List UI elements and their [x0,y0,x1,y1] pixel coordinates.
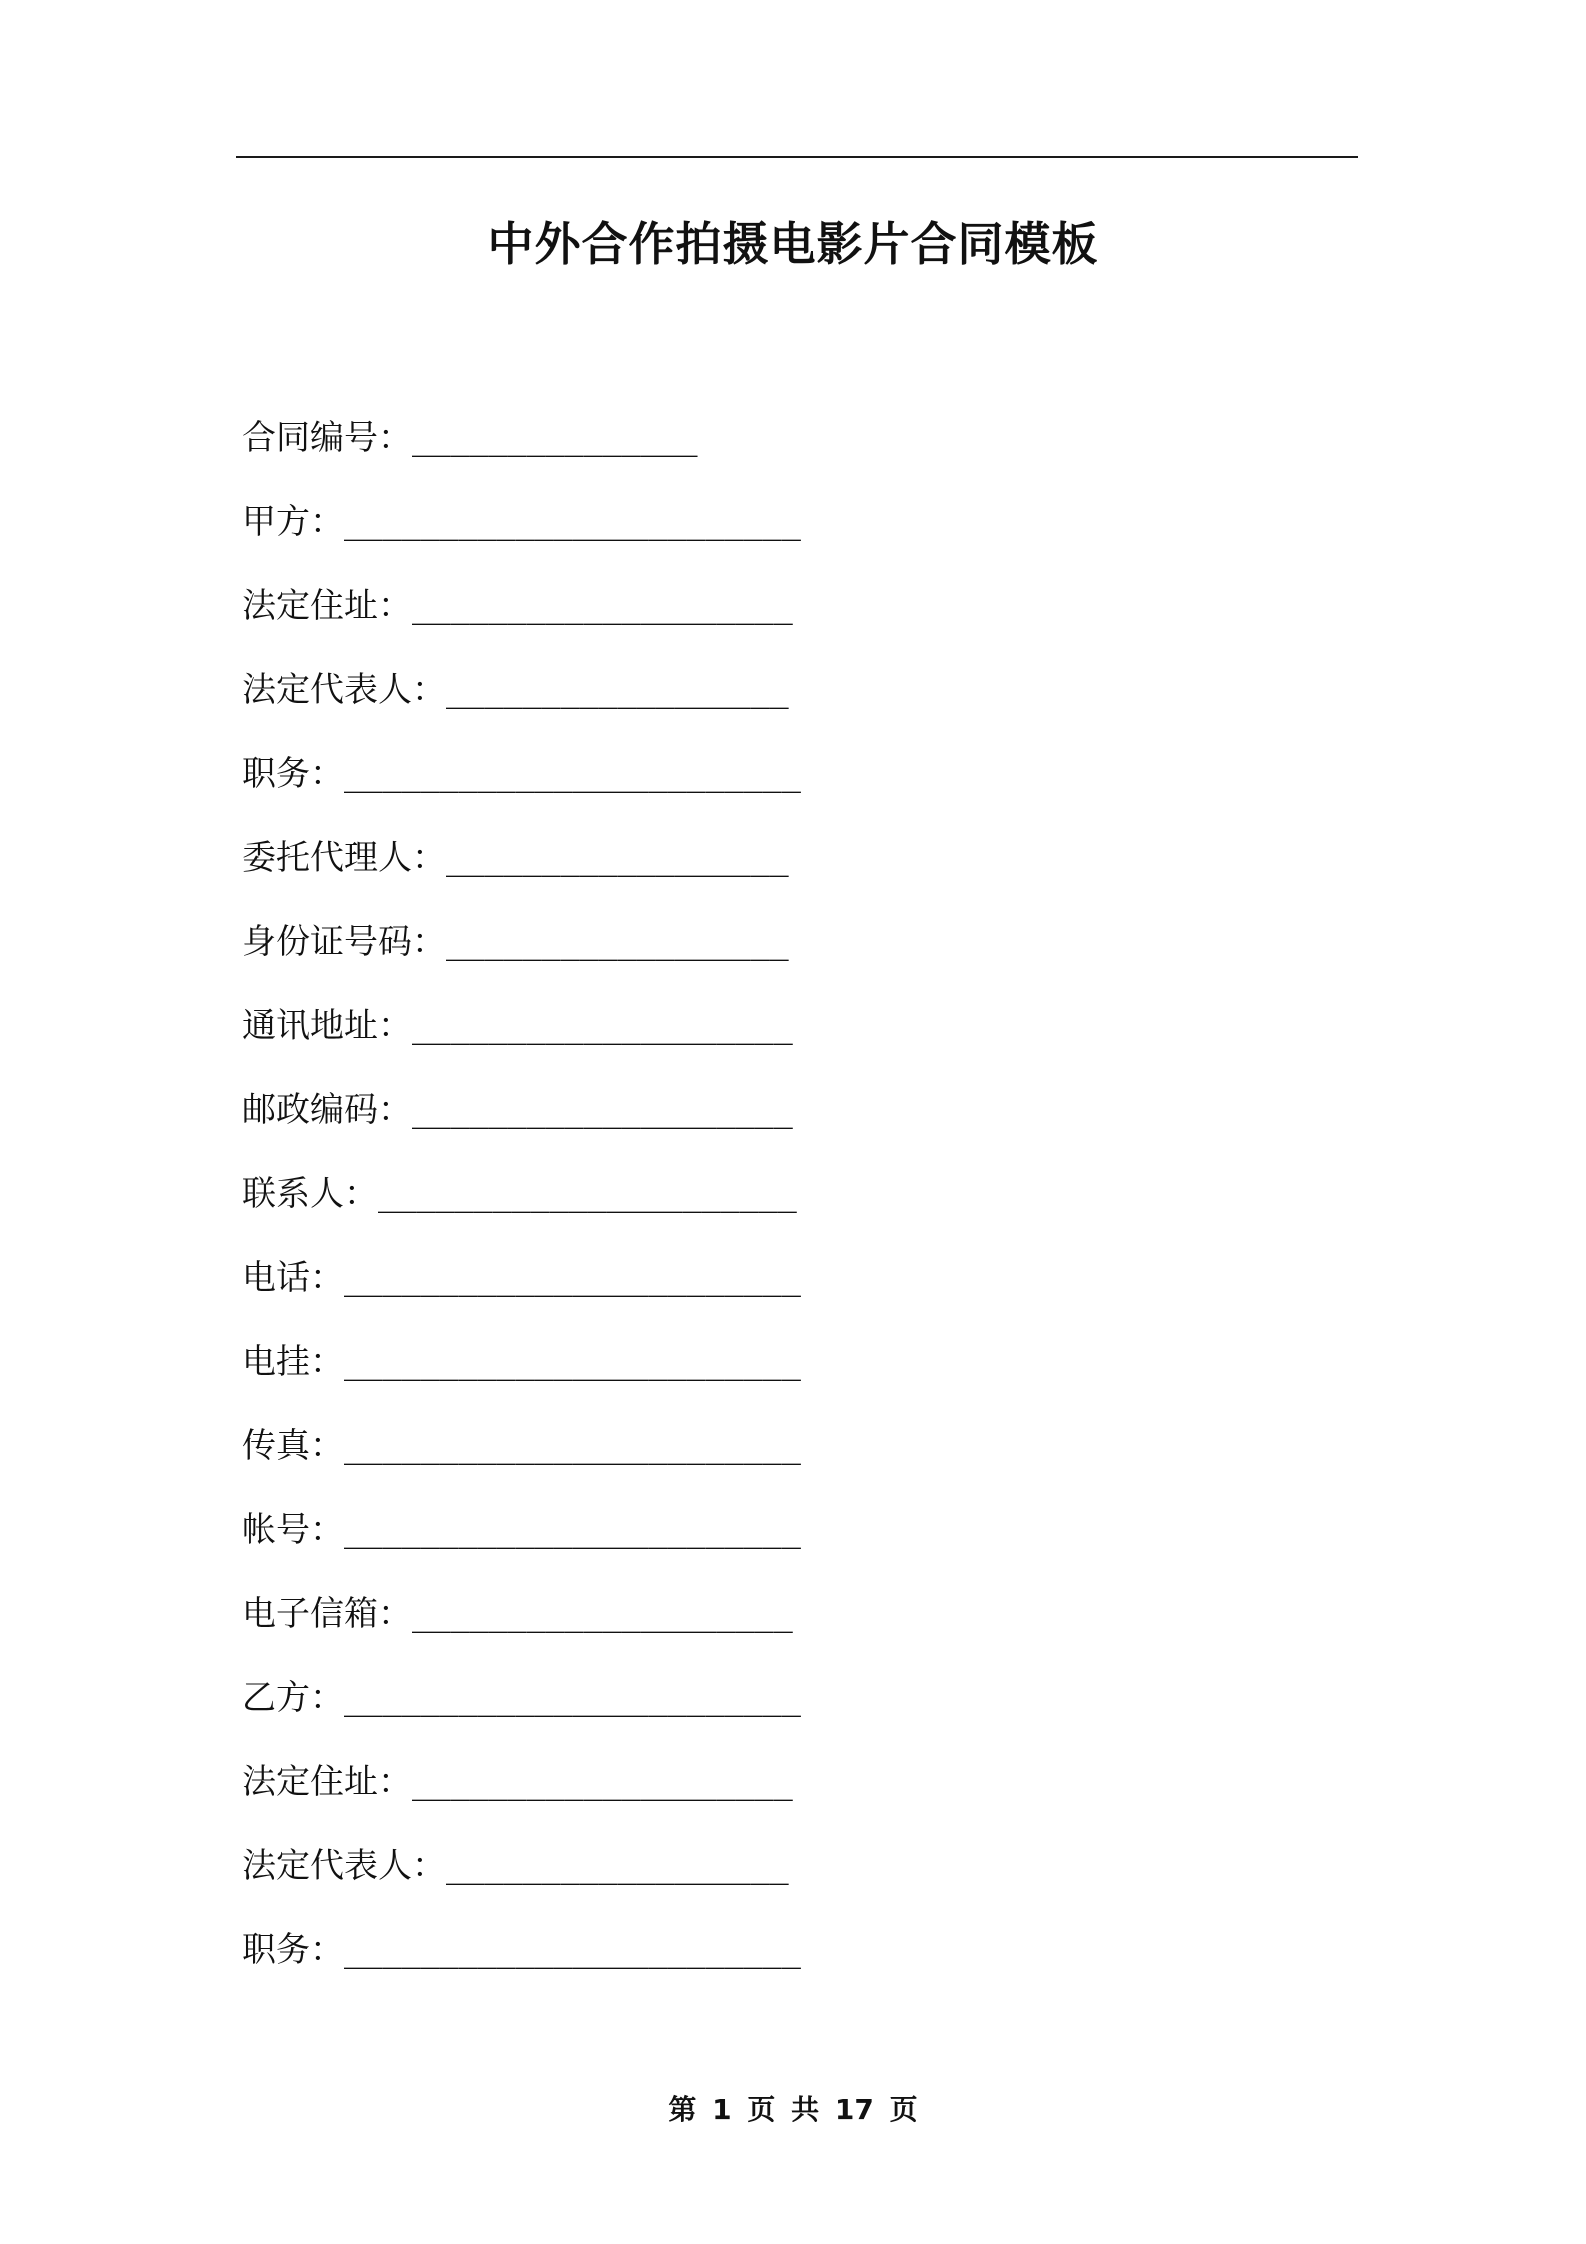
field-party-a-phone [242,1245,835,1329]
fill-in-blank: _______________ [412,418,698,458]
fill-in-blank: ________________________ [344,1930,801,1970]
field-party-a-legal-address [242,573,835,657]
field-party-a-account [242,1497,835,1581]
fill-in-blank: ________________________ [344,1426,801,1466]
field-label: 法定代表人： [242,1846,446,1886]
fill-in-blank: ________________________ [344,1342,801,1382]
field-party-a-fax [242,1413,835,1497]
field-party-a-mailing-address [242,993,835,1077]
fill-in-blank: ____________________ [412,586,793,626]
fill-in-blank: ________________________ [344,502,801,542]
fill-in-blank: __________________ [446,838,789,878]
field-party-b-position [242,1917,835,2001]
field-party-b-legal-representative [242,1833,835,1917]
field-contract-number [242,405,835,489]
field-label: 电子信箱： [242,1594,412,1634]
field-label: 法定住址： [242,586,412,626]
page-number-indicator: 第 1 页 共 17 页 [668,2093,918,2126]
field-label: 联系人： [242,1174,378,1214]
field-label: 甲方： [242,502,344,542]
header-divider [236,156,1358,158]
field-label: 通讯地址： [242,1006,412,1046]
fill-in-blank: __________________ [446,922,789,962]
field-party-a-authorized-agent [242,825,835,909]
contract-fields [242,405,835,2001]
field-label: 身份证号码： [242,922,446,962]
field-party-a-postal-code [242,1077,835,1161]
field-party-a-legal-representative [242,657,835,741]
field-party-a-id-number [242,909,835,993]
fill-in-blank: ____________________ [412,1594,793,1634]
fill-in-blank: ____________________ [412,1006,793,1046]
field-label: 邮政编码： [242,1090,412,1130]
field-party-a-cable [242,1329,835,1413]
field-label: 传真： [242,1426,344,1466]
fill-in-blank: ________________________ [344,1678,801,1718]
fill-in-blank: __________________ [446,1846,789,1886]
field-party-b [242,1665,835,1749]
fill-in-blank: ________________________ [344,1510,801,1550]
field-party-b-legal-address [242,1749,835,1833]
field-label: 法定代表人： [242,670,446,710]
field-label: 电挂： [242,1342,344,1382]
field-label: 电话： [242,1258,344,1298]
field-party-a-contact-person [242,1161,835,1245]
field-party-a-position [242,741,835,825]
fill-in-blank: ________________________ [344,1258,801,1298]
document-title: 中外合作拍摄电影片合同模板 [487,217,1099,271]
field-party-a [242,489,835,573]
fill-in-blank: ______________________ [378,1174,797,1214]
field-label: 职务： [242,1930,344,1970]
field-label: 帐号： [242,1510,344,1550]
fill-in-blank: ____________________ [412,1762,793,1802]
fill-in-blank: ________________________ [344,754,801,794]
field-party-a-email [242,1581,835,1665]
field-label: 合同编号： [242,418,412,458]
field-label: 职务： [242,754,344,794]
fill-in-blank: ____________________ [412,1090,793,1130]
field-label: 委托代理人： [242,838,446,878]
field-label: 法定住址： [242,1762,412,1802]
field-label: 乙方： [242,1678,344,1718]
fill-in-blank: __________________ [446,670,789,710]
